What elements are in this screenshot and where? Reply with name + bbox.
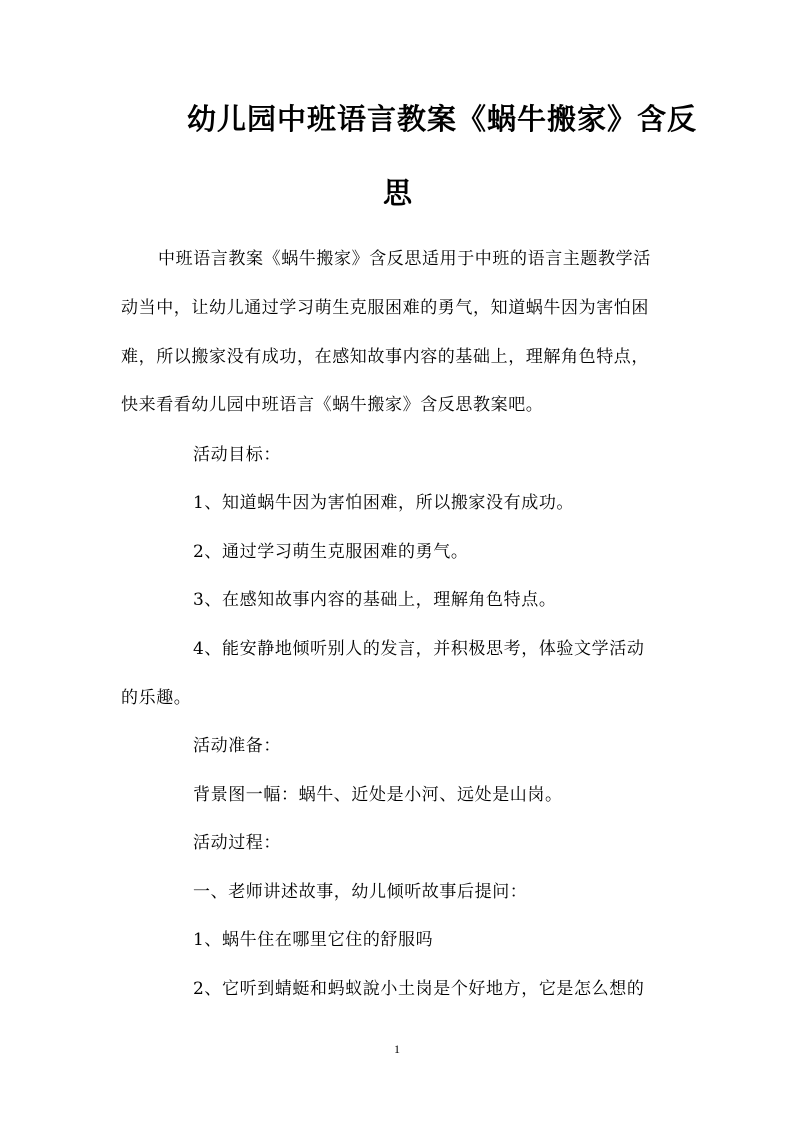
- process-question-2: 2、它听到蜻蜓和蚂蚁說小土岗是个好地方，它是怎么想的: [193, 979, 645, 999]
- goal-item-4: 4、能安静地倾听别人的发言，并积极思考，体验文学活动: [193, 639, 645, 659]
- intro-line-1: 中班语言教案《蜗牛搬家》含反思适用于中班的语言主题教学活: [158, 249, 651, 269]
- intro-line-3: 难，所以搬家没有成功，在感知故事内容的基础上，理解角色特点，: [121, 347, 649, 367]
- process-heading: 活动过程：: [193, 833, 281, 853]
- goal-item-2: 2、通过学习萌生克服困难的勇气。: [193, 542, 469, 562]
- process-question-1: 1、蜗牛住在哪里它住的舒服吗: [193, 930, 434, 950]
- title-line-1: 幼儿园中班语言教案《蜗牛搬家》含反: [187, 102, 698, 136]
- goal-item-3: 3、在感知故事内容的基础上，理解角色特点。: [193, 590, 557, 610]
- goals-heading: 活动目标：: [193, 445, 281, 465]
- process-step-1: 一、老师讲述故事，幼儿倾听故事后提问：: [193, 882, 528, 902]
- goal-item-1: 1、知道蜗牛因为害怕困难，所以搬家没有成功。: [193, 493, 575, 513]
- intro-line-2: 动当中，让幼儿通过学习萌生克服困难的勇气，知道蜗牛因为害怕困: [121, 298, 649, 318]
- title-line-2: 思: [383, 176, 414, 210]
- page-number: 1: [394, 1042, 400, 1056]
- goal-item-4-continued: 的乐趣。: [121, 688, 192, 708]
- prep-text: 背景图一幅：蜗牛、近处是小河、远处是山岗。: [193, 785, 563, 805]
- intro-line-4: 快来看看幼儿园中班语言《蜗牛搬家》含反思教案吧。: [121, 395, 544, 415]
- prep-heading: 活动准备：: [193, 736, 281, 756]
